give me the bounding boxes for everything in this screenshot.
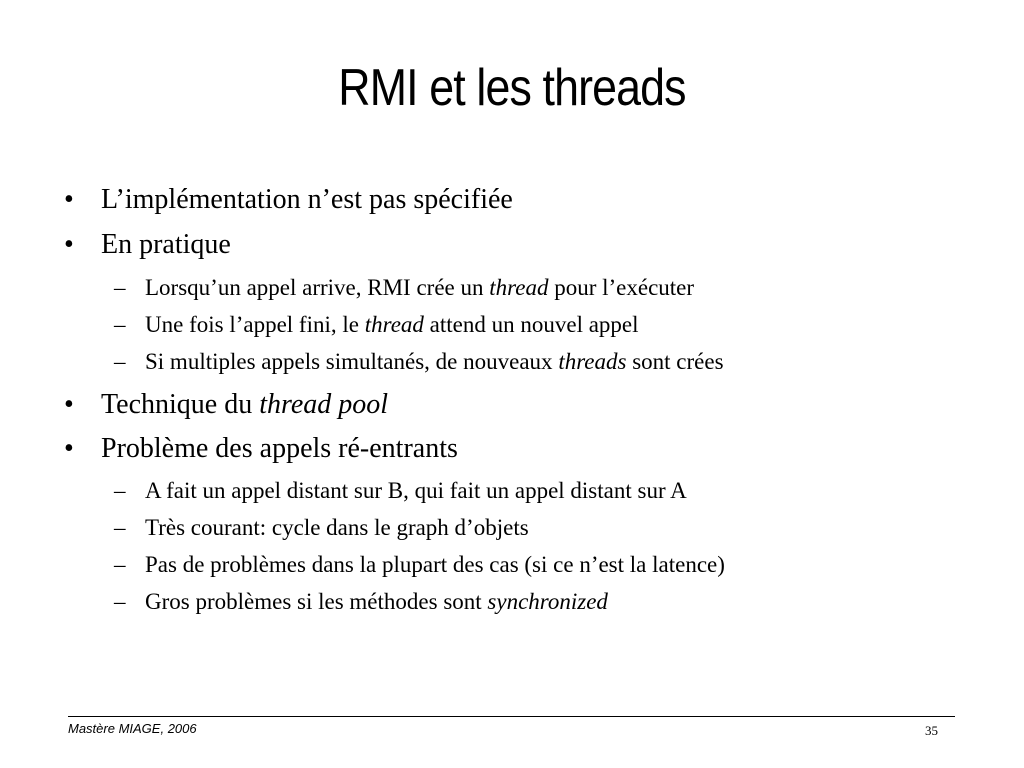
bullet-text: Technique du thread pool [101, 389, 389, 420]
bullet-marker: • [64, 389, 74, 420]
sub-bullet-text: Très courant: cycle dans le graph d’objets [145, 515, 529, 540]
emphasis: synchronized [487, 589, 608, 614]
sub-bullet-text: A fait un appel distant sur B, qui fait un appel distant sur A [145, 478, 687, 503]
sub-bullet-text: Une fois l’appel fini, le thread attend un nouvel appel [145, 312, 639, 337]
emphasis: thread pool [259, 389, 389, 420]
page-number: 35 [925, 723, 938, 738]
sub-bullet-text: Si multiples appels simultanés, de nouveaux threads sont crées [145, 349, 724, 374]
bullet-marker: • [64, 229, 74, 260]
dash-marker: – [114, 478, 126, 503]
footer-divider [68, 716, 955, 717]
dash-marker: – [114, 349, 126, 374]
sub-bullet-text: Lorsqu’un appel arrive, RMI crée un thread pour l’exécuter [145, 275, 695, 300]
emphasis: threads [558, 349, 627, 374]
dash-marker: – [114, 312, 126, 337]
slide-title: RMI et les threads [338, 59, 686, 117]
dash-marker: – [114, 589, 126, 614]
dash-marker: – [114, 552, 126, 577]
emphasis: thread [489, 275, 549, 300]
bullet-marker: • [64, 433, 74, 464]
sub-bullet-text: Pas de problèmes dans la plupart des cas (si ce n’est la latence) [145, 552, 725, 577]
bullet-marker: • [64, 184, 74, 215]
footer-course-label: Mastère MIAGE, 2006 [68, 721, 197, 736]
bullet-text: Problème des appels ré-entrants [101, 433, 458, 464]
dash-marker: – [114, 275, 126, 300]
bullet-text: En pratique [101, 229, 231, 260]
bullet-text: L’implémentation n’est pas spécifiée [101, 184, 513, 215]
dash-marker: – [114, 515, 126, 540]
emphasis: thread [364, 312, 424, 337]
sub-bullet-text: Gros problèmes si les méthodes sont synchronized [145, 589, 608, 614]
